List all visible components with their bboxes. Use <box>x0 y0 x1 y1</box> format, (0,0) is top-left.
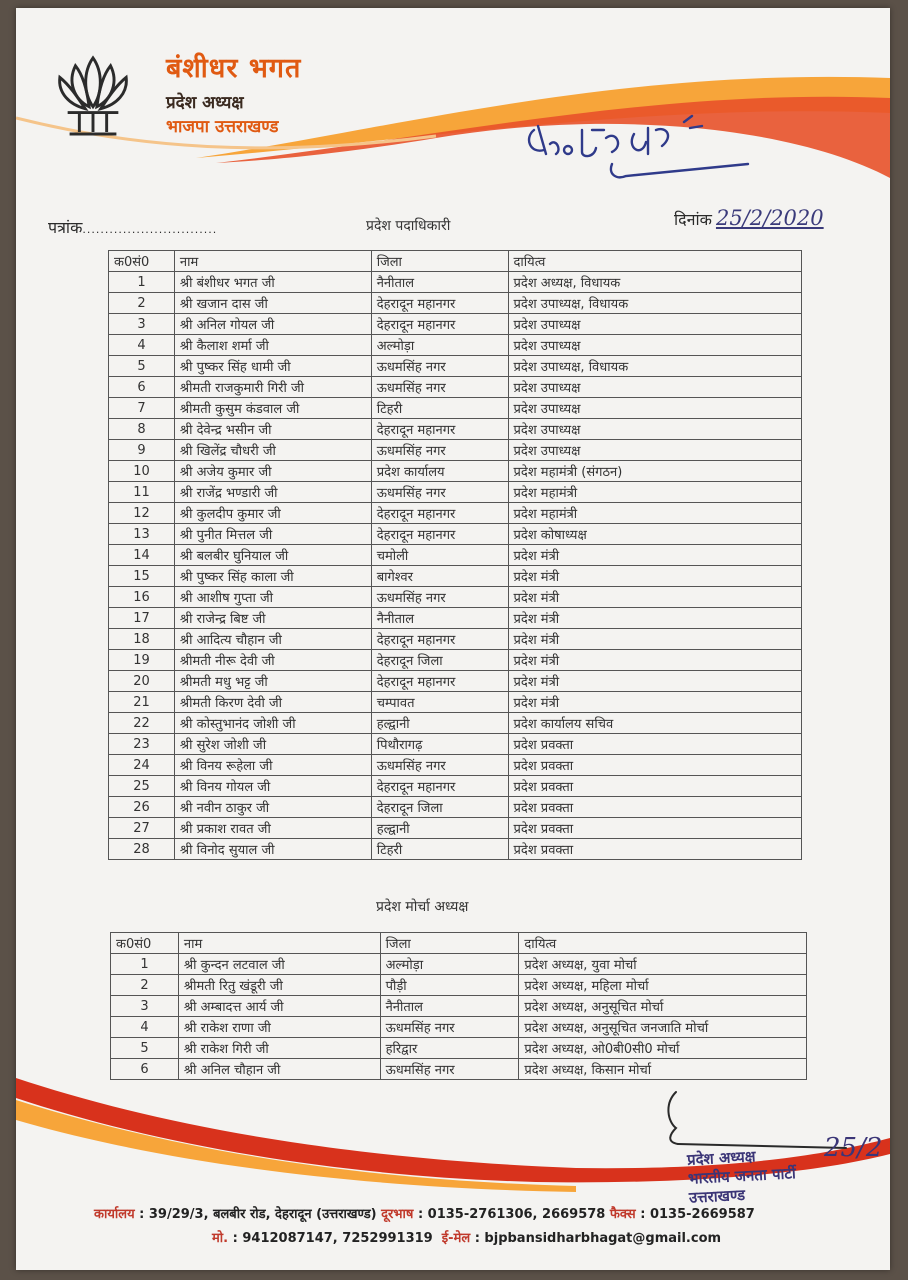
dinank-value: 25/2/2020 <box>715 206 824 230</box>
responsibility-cell: प्रदेश उपाध्यक्ष <box>508 377 801 398</box>
table-row <box>109 839 802 860</box>
district-cell: ऊधमसिंह नगर <box>371 356 508 377</box>
letter-page <box>16 8 890 1270</box>
responsibility-cell: प्रदेश प्रवक्ता <box>508 818 801 839</box>
table-row <box>109 335 802 356</box>
stamp-line: भारतीय जनता पार्टी <box>687 1164 797 1188</box>
column-header: जिला <box>371 251 508 272</box>
name-cell: श्री देवेन्द्र भसीन जी <box>174 419 371 440</box>
table-row <box>111 1017 807 1038</box>
table-row <box>109 482 802 503</box>
responsibility-cell: प्रदेश उपाध्यक्ष <box>508 419 801 440</box>
name-cell: श्री बंशीधर भगत जी <box>174 272 371 293</box>
serial-cell: 28 <box>109 839 175 860</box>
footer-address-line <box>94 1204 755 1222</box>
serial-cell: 17 <box>109 608 175 629</box>
responsibility-cell: प्रदेश उपाध्यक्ष, विधायक <box>508 356 801 377</box>
district-cell: हल्द्वानी <box>371 713 508 734</box>
district-cell: ऊधमसिंह नगर <box>371 482 508 503</box>
serial-cell: 22 <box>109 713 175 734</box>
district-cell: टिहरी <box>371 839 508 860</box>
table-row <box>109 755 802 776</box>
serial-cell: 26 <box>109 797 175 818</box>
responsibility-cell: प्रदेश उपाध्यक्ष <box>508 335 801 356</box>
name-cell: श्री कुन्दन लटवाल जी <box>178 954 380 975</box>
name-cell: श्री राजेंद्र भण्डारी जी <box>174 482 371 503</box>
name-cell: श्री राकेश गिरी जी <box>178 1038 380 1059</box>
district-cell: देहरादून महानगर <box>371 776 508 797</box>
district-cell: देहरादून महानगर <box>371 503 508 524</box>
name-cell: श्री खजान दास जी <box>174 293 371 314</box>
phone-label: दूरभाष <box>381 1207 414 1222</box>
district-cell: ऊधमसिंह नगर <box>371 587 508 608</box>
responsibility-cell: प्रदेश मंत्री <box>508 650 801 671</box>
name-cell: श्री पुनीत मित्तल जी <box>174 524 371 545</box>
handwritten-note <box>516 108 756 188</box>
serial-cell: 19 <box>109 650 175 671</box>
mobile-number: : 9412087147, 7252991319 <box>232 1231 433 1246</box>
district-cell: देहरादून महानगर <box>371 629 508 650</box>
table-row <box>109 293 802 314</box>
responsibility-cell: प्रदेश अध्यक्ष, विधायक <box>508 272 801 293</box>
district-cell: अल्मोड़ा <box>380 954 519 975</box>
table-row <box>109 587 802 608</box>
table-row <box>109 713 802 734</box>
table-row <box>109 398 802 419</box>
phone-number: : 0135-2761306, 2669578 <box>417 1207 606 1222</box>
district-cell: देहरादून जिला <box>371 650 508 671</box>
email-label: ई-मेल <box>441 1231 471 1246</box>
name-cell: श्रीमती राजकुमारी गिरी जी <box>174 377 371 398</box>
serial-cell: 6 <box>109 377 175 398</box>
district-cell: ऊधमसिंह नगर <box>371 755 508 776</box>
table-row <box>111 954 807 975</box>
office-address: : 39/29/3, बलबीर रोड, देहरादून (उत्तराखण्ड) <box>139 1207 377 1222</box>
name-cell: श्री कोस्तुभानंद जोशी जी <box>174 713 371 734</box>
stamp-date: 25/2 <box>824 1133 883 1163</box>
responsibility-cell: प्रदेश महामंत्री <box>508 482 801 503</box>
district-cell: देहरादून महानगर <box>371 293 508 314</box>
table-row <box>109 314 802 335</box>
district-cell: देहरादून महानगर <box>371 671 508 692</box>
district-cell: नैनीताल <box>371 608 508 629</box>
table-row <box>111 1038 807 1059</box>
serial-cell: 4 <box>111 1017 179 1038</box>
table-row <box>109 461 802 482</box>
responsibility-cell: प्रदेश उपाध्यक्ष <box>508 440 801 461</box>
name-cell: श्री खिलेंद्र चौधरी जी <box>174 440 371 461</box>
serial-cell: 10 <box>109 461 175 482</box>
name-cell: श्री पुष्कर सिंह धामी जी <box>174 356 371 377</box>
official-stamp <box>687 1145 798 1208</box>
responsibility-cell: प्रदेश कोषाध्यक्ष <box>508 524 801 545</box>
name-cell: श्रीमती मधु भट्ट जी <box>174 671 371 692</box>
stamp-line: उत्तराखण्ड <box>688 1185 746 1207</box>
serial-cell: 15 <box>109 566 175 587</box>
serial-cell: 16 <box>109 587 175 608</box>
responsibility-cell: प्रदेश महामंत्री (संगठन) <box>508 461 801 482</box>
column-header: दायित्व <box>508 251 801 272</box>
column-header: क0सं0 <box>111 933 179 954</box>
serial-cell: 7 <box>109 398 175 419</box>
responsibility-cell: प्रदेश अध्यक्ष, किसान मोर्चा <box>519 1059 807 1080</box>
district-cell: प्रदेश कार्यालय <box>371 461 508 482</box>
patrank-label: पत्रांक <box>48 218 83 237</box>
district-cell: हरिद्वार <box>380 1038 519 1059</box>
name-cell: श्री अजेय कुमार जी <box>174 461 371 482</box>
name-cell: श्रीमती कुसुम कंडवाल जी <box>174 398 371 419</box>
responsibility-cell: प्रदेश मंत्री <box>508 692 801 713</box>
table-row <box>109 377 802 398</box>
table2-title: प्रदेश मोर्चा अध्यक्ष <box>376 899 469 915</box>
district-cell: ऊधमसिंह नगर <box>380 1059 519 1080</box>
responsibility-cell: प्रदेश महामंत्री <box>508 503 801 524</box>
serial-cell: 12 <box>109 503 175 524</box>
name-cell: श्री सुरेश जोशी जी <box>174 734 371 755</box>
patrank-dots: .............................. <box>82 223 218 236</box>
name-cell: श्री अनिल चौहान जी <box>178 1059 380 1080</box>
responsibility-cell: प्रदेश मंत्री <box>508 671 801 692</box>
header-swoosh <box>16 8 890 218</box>
table-row <box>109 608 802 629</box>
district-cell: देहरादून जिला <box>371 797 508 818</box>
district-cell: पौड़ी <box>380 975 519 996</box>
sender-name: बंशीधर भगत <box>166 53 302 84</box>
dinank-field <box>674 206 824 230</box>
serial-cell: 20 <box>109 671 175 692</box>
table-row <box>109 797 802 818</box>
serial-cell: 24 <box>109 755 175 776</box>
serial-cell: 1 <box>111 954 179 975</box>
responsibility-cell: प्रदेश प्रवक्ता <box>508 839 801 860</box>
responsibility-cell: प्रदेश उपाध्यक्ष <box>508 314 801 335</box>
district-cell: देहरादून महानगर <box>371 419 508 440</box>
name-cell: श्री विनोद सुयाल जी <box>174 839 371 860</box>
district-cell: ऊधमसिंह नगर <box>380 1017 519 1038</box>
responsibility-cell: प्रदेश मंत्री <box>508 629 801 650</box>
patrank-field <box>48 216 217 238</box>
office-label: कार्यालय <box>94 1207 135 1222</box>
fax-number: : 0135-2669587 <box>640 1207 755 1222</box>
responsibility-cell: प्रदेश अध्यक्ष, अनुसूचित जनजाति मोर्चा <box>519 1017 807 1038</box>
table-row <box>109 629 802 650</box>
table-header-row <box>111 933 807 954</box>
table-row <box>109 272 802 293</box>
table-row <box>109 566 802 587</box>
serial-cell: 9 <box>109 440 175 461</box>
responsibility-cell: प्रदेश मंत्री <box>508 566 801 587</box>
mobile-label: मो. <box>212 1231 229 1246</box>
responsibility-cell: प्रदेश अध्यक्ष, महिला मोर्चा <box>519 975 807 996</box>
serial-cell: 8 <box>109 419 175 440</box>
table-row <box>109 671 802 692</box>
table-row <box>111 975 807 996</box>
serial-cell: 2 <box>111 975 179 996</box>
district-cell: पिथौरागढ़ <box>371 734 508 755</box>
email-address: : bjpbansidharbhagat@gmail.com <box>474 1231 722 1246</box>
column-header: क0सं0 <box>109 251 175 272</box>
serial-cell: 2 <box>109 293 175 314</box>
serial-cell: 3 <box>111 996 179 1017</box>
responsibility-cell: प्रदेश अध्यक्ष, ओ0बी0सी0 मोर्चा <box>519 1038 807 1059</box>
name-cell: श्री राजेन्द्र बिष्ट जी <box>174 608 371 629</box>
responsibility-cell: प्रदेश प्रवक्ता <box>508 797 801 818</box>
lotus-logo-icon <box>54 50 132 140</box>
column-header: जिला <box>380 933 519 954</box>
office-bearers-table <box>108 250 802 860</box>
district-cell: नैनीताल <box>371 272 508 293</box>
column-header: दायित्व <box>519 933 807 954</box>
serial-cell: 23 <box>109 734 175 755</box>
responsibility-cell: प्रदेश अध्यक्ष, अनुसूचित मोर्चा <box>519 996 807 1017</box>
serial-cell: 13 <box>109 524 175 545</box>
name-cell: श्री अनिल गोयल जी <box>174 314 371 335</box>
name-cell: श्री विनय रूहेला जी <box>174 755 371 776</box>
name-cell: श्री कैलाश शर्मा जी <box>174 335 371 356</box>
district-cell: देहरादून महानगर <box>371 524 508 545</box>
name-cell: श्री आदित्य चौहान जी <box>174 629 371 650</box>
responsibility-cell: प्रदेश उपाध्यक्ष, विधायक <box>508 293 801 314</box>
name-cell: श्री नवीन ठाकुर जी <box>174 797 371 818</box>
responsibility-cell: प्रदेश कार्यालय सचिव <box>508 713 801 734</box>
name-cell: श्री पुष्कर सिंह काला जी <box>174 566 371 587</box>
district-cell: ऊधमसिंह नगर <box>371 377 508 398</box>
dinank-label: दिनांक <box>674 210 712 229</box>
name-cell: श्रीमती रितु खंडूरी जी <box>178 975 380 996</box>
serial-cell: 5 <box>111 1038 179 1059</box>
table-row <box>109 650 802 671</box>
responsibility-cell: प्रदेश मंत्री <box>508 608 801 629</box>
column-header: नाम <box>174 251 371 272</box>
table1-title: प्रदेश पदाधिकारी <box>366 218 451 234</box>
district-cell: नैनीताल <box>380 996 519 1017</box>
table-row <box>109 356 802 377</box>
table-row <box>109 524 802 545</box>
district-cell: चम्पावत <box>371 692 508 713</box>
name-cell: श्री आशीष गुप्ता जी <box>174 587 371 608</box>
district-cell: हल्द्वानी <box>371 818 508 839</box>
table-row <box>109 692 802 713</box>
serial-cell: 4 <box>109 335 175 356</box>
name-cell: श्रीमती किरण देवी जी <box>174 692 371 713</box>
district-cell: टिहरी <box>371 398 508 419</box>
table-row <box>111 996 807 1017</box>
serial-cell: 6 <box>111 1059 179 1080</box>
name-cell: श्रीमती नीरू देवी जी <box>174 650 371 671</box>
responsibility-cell: प्रदेश मंत्री <box>508 587 801 608</box>
footer-contact-line <box>212 1228 721 1246</box>
column-header: नाम <box>178 933 380 954</box>
responsibility-cell: प्रदेश अध्यक्ष, युवा मोर्चा <box>519 954 807 975</box>
sender-party: भाजपा उत्तराखण्ड <box>166 117 279 137</box>
district-cell: अल्मोड़ा <box>371 335 508 356</box>
responsibility-cell: प्रदेश उपाध्यक्ष <box>508 398 801 419</box>
responsibility-cell: प्रदेश प्रवक्ता <box>508 776 801 797</box>
table-row <box>109 545 802 566</box>
district-cell: बागेश्वर <box>371 566 508 587</box>
district-cell: देहरादून महानगर <box>371 314 508 335</box>
responsibility-cell: प्रदेश प्रवक्ता <box>508 734 801 755</box>
serial-cell: 11 <box>109 482 175 503</box>
name-cell: श्री बलबीर घुनियाल जी <box>174 545 371 566</box>
district-cell: ऊधमसिंह नगर <box>371 440 508 461</box>
serial-cell: 21 <box>109 692 175 713</box>
serial-cell: 5 <box>109 356 175 377</box>
name-cell: श्री विनय गोयल जी <box>174 776 371 797</box>
name-cell: श्री अम्बादत्त आर्य जी <box>178 996 380 1017</box>
district-cell: चमोली <box>371 545 508 566</box>
table-row <box>109 776 802 797</box>
table-row <box>109 734 802 755</box>
table-header-row <box>109 251 802 272</box>
serial-cell: 18 <box>109 629 175 650</box>
table-row <box>109 419 802 440</box>
table-row <box>109 440 802 461</box>
serial-cell: 25 <box>109 776 175 797</box>
fax-label: फैक्स <box>609 1207 636 1222</box>
name-cell: श्री कुलदीप कुमार जी <box>174 503 371 524</box>
serial-cell: 1 <box>109 272 175 293</box>
responsibility-cell: प्रदेश मंत्री <box>508 545 801 566</box>
table-row <box>109 818 802 839</box>
name-cell: श्री प्रकाश रावत जी <box>174 818 371 839</box>
responsibility-cell: प्रदेश प्रवक्ता <box>508 755 801 776</box>
serial-cell: 14 <box>109 545 175 566</box>
sender-designation: प्रदेश अध्यक्ष <box>166 93 244 113</box>
name-cell: श्री राकेश राणा जी <box>178 1017 380 1038</box>
serial-cell: 27 <box>109 818 175 839</box>
serial-cell: 3 <box>109 314 175 335</box>
table-row <box>109 503 802 524</box>
stamp-line: प्रदेश अध्यक्ष <box>686 1147 756 1169</box>
